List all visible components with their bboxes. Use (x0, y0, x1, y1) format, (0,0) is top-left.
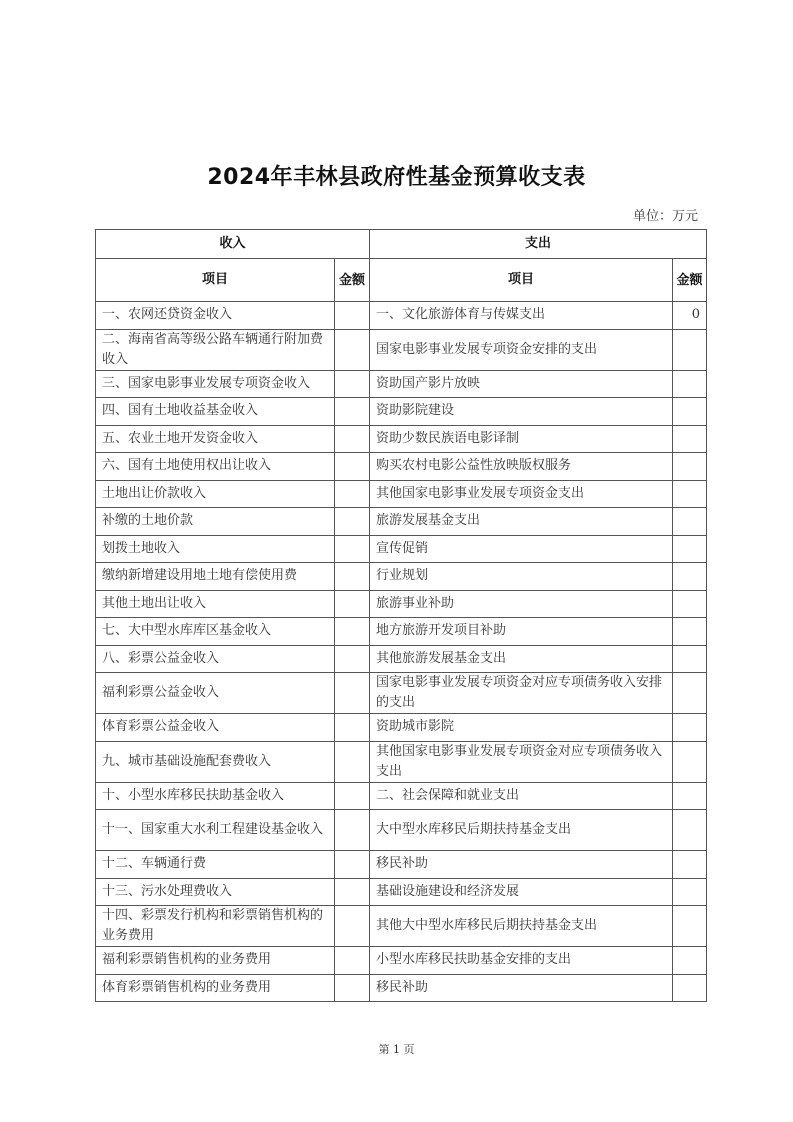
income-item-cell: 七、大中型水库库区基金收入 (96, 618, 335, 646)
income-amount-cell (335, 618, 370, 646)
expense-item-cell: 资助影院建设 (370, 398, 673, 426)
expense-item-cell: 地方旅游开发项目补助 (370, 618, 673, 646)
expense-item-cell: 其他大中型水库移民后期扶持基金支出 (370, 906, 673, 947)
income-item-header: 项目 (96, 259, 335, 302)
income-item-cell: 十三、污水处理费收入 (96, 878, 335, 906)
income-amount-cell (335, 398, 370, 426)
income-item-cell: 五、农业土地开发资金收入 (96, 425, 335, 453)
expense-item-cell: 宣传促销 (370, 535, 673, 563)
table-row (96, 508, 707, 536)
expense-item-cell: 国家电影事业发展专项资金安排的支出 (370, 329, 673, 370)
table-row (96, 947, 707, 975)
expense-item-cell: 其他旅游发展基金支出 (370, 645, 673, 673)
table-row (96, 535, 707, 563)
expense-item-cell: 行业规划 (370, 563, 673, 591)
expense-item-cell: 其他国家电影事业发展专项资金支出 (370, 480, 673, 508)
expense-item-cell: 移民补助 (370, 851, 673, 879)
income-amount-cell (335, 370, 370, 398)
income-amount-cell (335, 851, 370, 879)
expense-item-cell: 国家电影事业发展专项资金对应专项债务收入安排的支出 (370, 673, 673, 714)
table-row (96, 480, 707, 508)
income-amount-cell (335, 714, 370, 742)
income-amount-cell (335, 480, 370, 508)
table-row (96, 714, 707, 742)
expense-amount-cell (673, 398, 707, 426)
expense-amount-cell (673, 810, 707, 851)
expense-amount-cell (673, 480, 707, 508)
table-row (96, 618, 707, 646)
expense-amount-cell (673, 370, 707, 398)
expense-item-cell: 二、社会保障和就业支出 (370, 782, 673, 810)
income-amount-header: 金额 (335, 259, 370, 302)
expense-item-cell: 资助国产影片放映 (370, 370, 673, 398)
income-amount-cell (335, 508, 370, 536)
expense-item-header: 项目 (370, 259, 673, 302)
expense-item-cell: 旅游发展基金支出 (370, 508, 673, 536)
income-amount-cell (335, 302, 370, 330)
expense-item-cell: 一、文化旅游体育与传媒支出 (370, 302, 673, 330)
expense-amount-cell (673, 618, 707, 646)
expense-amount-cell (673, 425, 707, 453)
income-item-cell: 体育彩票公益金收入 (96, 714, 335, 742)
table-row (96, 851, 707, 879)
income-amount-cell (335, 782, 370, 810)
income-item-cell: 其他土地出让收入 (96, 590, 335, 618)
table-row (96, 453, 707, 481)
expense-amount-cell (673, 782, 707, 810)
expense-amount-cell (673, 508, 707, 536)
budget-table (95, 229, 707, 1002)
expense-amount-cell (673, 453, 707, 481)
table-row (96, 398, 707, 426)
table-row (96, 974, 707, 1002)
expense-amount-cell (673, 878, 707, 906)
expense-amount-cell (673, 974, 707, 1002)
income-amount-cell (335, 329, 370, 370)
table-row (96, 563, 707, 591)
income-amount-cell (335, 947, 370, 975)
income-item-cell: 六、国有土地使用权出让收入 (96, 453, 335, 481)
expense-amount-cell (673, 329, 707, 370)
expense-item-cell: 大中型水库移民后期扶持基金支出 (370, 810, 673, 851)
expense-item-cell: 移民补助 (370, 974, 673, 1002)
expense-item-cell: 小型水库移民扶助基金安排的支出 (370, 947, 673, 975)
expense-item-cell: 旅游事业补助 (370, 590, 673, 618)
table-row (96, 741, 707, 782)
income-amount-cell (335, 810, 370, 851)
expense-group-header: 支出 (370, 230, 707, 259)
table-row (96, 590, 707, 618)
expense-amount-cell (673, 741, 707, 782)
page-number: 第 1 页 (378, 1043, 415, 1056)
expense-amount-cell (673, 563, 707, 591)
income-amount-cell (335, 563, 370, 591)
expense-amount-header: 金额 (673, 259, 707, 302)
income-amount-cell (335, 673, 370, 714)
income-item-cell: 十四、彩票发行机构和彩票销售机构的业务费用 (96, 906, 335, 947)
unit-label: 单位：万元 (632, 209, 698, 224)
table-row (96, 906, 707, 947)
expense-item-cell: 购买农村电影公益性放映版权服务 (370, 453, 673, 481)
income-item-cell: 八、彩票公益金收入 (96, 645, 335, 673)
income-amount-cell (335, 590, 370, 618)
table-row (96, 370, 707, 398)
income-item-cell: 补缴的土地价款 (96, 508, 335, 536)
expense-item-cell: 其他国家电影事业发展专项资金对应专项债务收入支出 (370, 741, 673, 782)
income-item-cell: 十二、车辆通行费 (96, 851, 335, 879)
income-item-cell: 二、海南省高等级公路车辆通行附加费收入 (96, 329, 335, 370)
expense-amount-cell (673, 851, 707, 879)
income-amount-cell (335, 645, 370, 673)
expense-amount-cell: 0 (673, 302, 707, 330)
expense-amount-cell (673, 535, 707, 563)
income-amount-cell (335, 906, 370, 947)
income-item-cell: 四、国有土地收益基金收入 (96, 398, 335, 426)
income-item-cell: 划拨土地收入 (96, 535, 335, 563)
page-title: 2024年丰林县政府性基金预算收支表 (207, 165, 586, 190)
income-item-cell: 三、国家电影事业发展专项资金收入 (96, 370, 335, 398)
income-item-cell: 福利彩票销售机构的业务费用 (96, 947, 335, 975)
expense-amount-cell (673, 590, 707, 618)
income-item-cell: 九、城市基础设施配套费收入 (96, 741, 335, 782)
table-row (96, 302, 707, 330)
table-row (96, 810, 707, 851)
income-item-cell: 一、农网还贷资金收入 (96, 302, 335, 330)
income-item-cell: 土地出让价款收入 (96, 480, 335, 508)
income-amount-cell (335, 535, 370, 563)
table-row (96, 645, 707, 673)
income-amount-cell (335, 974, 370, 1002)
expense-amount-cell (673, 714, 707, 742)
expense-item-cell: 资助少数民族语电影译制 (370, 425, 673, 453)
income-item-cell: 缴纳新增建设用地土地有偿使用费 (96, 563, 335, 591)
expense-item-cell: 资助城市影院 (370, 714, 673, 742)
table-row (96, 329, 707, 370)
income-item-cell: 体育彩票销售机构的业务费用 (96, 974, 335, 1002)
income-amount-cell (335, 878, 370, 906)
income-group-header: 收入 (96, 230, 370, 259)
income-item-cell: 福利彩票公益金收入 (96, 673, 335, 714)
expense-amount-cell (673, 947, 707, 975)
table-body (96, 302, 707, 1002)
income-item-cell: 十一、国家重大水利工程建设基金收入 (96, 810, 335, 851)
table-row (96, 782, 707, 810)
expense-amount-cell (673, 906, 707, 947)
table-row (96, 878, 707, 906)
income-item-cell: 十、小型水库移民扶助基金收入 (96, 782, 335, 810)
income-amount-cell (335, 425, 370, 453)
table-row (96, 673, 707, 714)
income-amount-cell (335, 741, 370, 782)
income-amount-cell (335, 453, 370, 481)
expense-amount-cell (673, 645, 707, 673)
table-row (96, 425, 707, 453)
expense-item-cell: 基础设施建设和经济发展 (370, 878, 673, 906)
expense-amount-cell (673, 673, 707, 714)
